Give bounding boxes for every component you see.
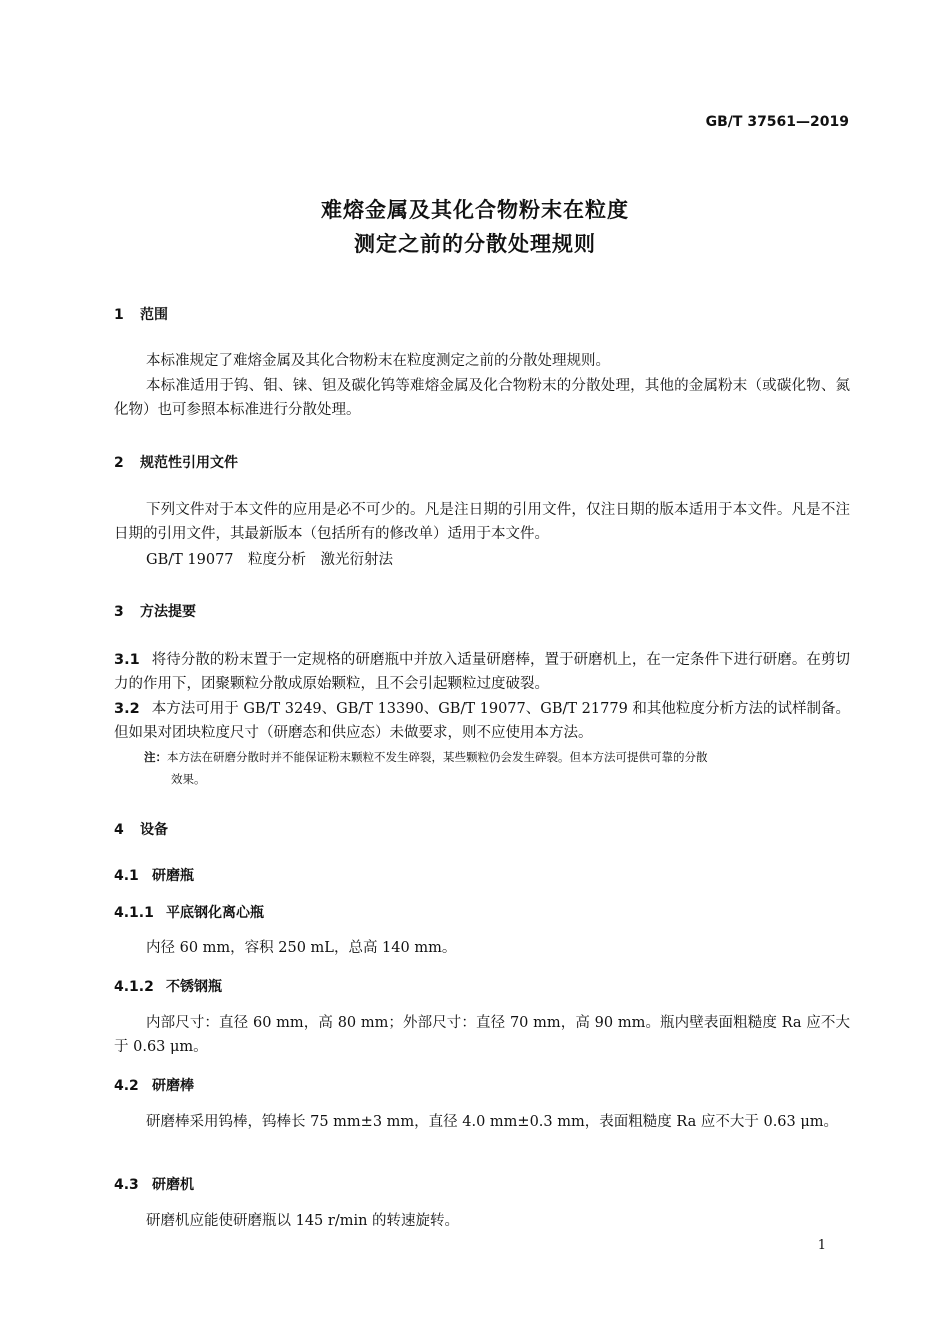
section-title: 范围 [140,307,168,323]
subsection-4-1-heading [114,865,194,885]
subsection-number: 4.2 [114,1078,139,1094]
note [144,746,850,790]
note-label: 注： [144,750,167,764]
section-title: 规范性引用文件 [140,455,238,471]
document-title-line-2: 测定之前的分散处理规则 [354,232,596,256]
subsection-number: 4.3 [114,1177,139,1193]
subsection-title: 研磨棒 [152,1078,194,1094]
clause-text: 将待分散的粉末置于一定规格的研磨瓶中并放入适量研磨棒，置于研磨机上，在一定条件下进行研磨。在剪切力的作用下，团聚颗粒分散成原始颗粒，且不会引起颗粒过度破裂。 [114,652,850,692]
standard-number: GB/T 37561—2019 [705,114,849,130]
clause-number: 3.2 [114,701,140,717]
subsection-4-2-heading [114,1075,194,1095]
clause-3-1 [114,648,850,696]
subsection-4-3-heading [114,1174,194,1194]
section-1-paragraph-2: 本标准适用于钨、钼、铼、钽及碳化钨等难熔金属及化合物粉末的分散处理，其他的金属粉末（或碳化物、氮化物）也可参照本标准进行分散处理。 [114,378,850,418]
subsection-number: 4.1 [114,868,139,884]
subsection-title: 研磨机 [152,1177,194,1193]
page-number: 1 [817,1238,826,1253]
subsection-number: 4.1.2 [114,979,154,995]
subsection-4-1-2-text: 内部尺寸：直径 60 mm，高 80 mm；外部尺寸：直径 70 mm，高 90 mm。瓶内壁表面粗糙度 Ra 应不大于 0.63 μm。 [114,1015,850,1055]
section-number: 2 [114,455,124,471]
section-2-heading [114,452,238,472]
section-title: 方法提要 [140,604,196,620]
section-2-paragraph-1: 下列文件对于本文件的应用是必不可少的。凡是注日期的引用文件，仅注日期的版本适用于本文件。凡是不注日期的引用文件，其最新版本（包括所有的修改单）适用于本文件。 [114,502,850,542]
note-text-line-2: 效果。 [171,772,206,786]
section-3-heading [114,601,196,621]
subsection-4-1-1-heading [114,902,264,922]
subsection-4-1-2-heading [114,976,222,996]
clause-number: 3.1 [114,652,140,668]
subsection-4-1-1-text: 内径 60 mm，容积 250 mL，总高 140 mm。 [146,940,457,956]
clause-3-2 [114,697,850,745]
section-number: 4 [114,822,124,838]
note-text-line-1: 本方法在研磨分散时并不能保证粉末颗粒不发生碎裂，某些颗粒仍会发生碎裂。但本方法可提供可靠的分散 [167,750,708,764]
section-4-heading [114,819,168,839]
section-number: 1 [114,307,124,323]
subsection-4-2-text: 研磨棒采用钨棒，钨棒长 75 mm±3 mm，直径 4.0 mm±0.3 mm，表面粗糙度 Ra 应不大于 0.63 μm。 [146,1114,839,1130]
subsection-4-3-text: 研磨机应能使研磨瓶以 145 r/min 的转速旋转。 [146,1213,460,1229]
document-title-line-1: 难熔金属及其化合物粉末在粒度 [321,198,629,222]
subsection-title: 平底钢化离心瓶 [166,905,264,921]
section-number: 3 [114,604,124,620]
subsection-title: 不锈钢瓶 [166,979,222,995]
section-1-heading [114,304,168,324]
subsection-title: 研磨瓶 [152,868,194,884]
section-title: 设备 [140,822,168,838]
subsection-number: 4.1.1 [114,905,154,921]
section-2-reference: GB/T 19077 粒度分析 激光衍射法 [146,552,394,568]
section-1-paragraph-1: 本标准规定了难熔金属及其化合物粉末在粒度测定之前的分散处理规则。 [146,353,610,369]
clause-text: 本方法可用于 GB/T 3249、GB/T 13390、GB/T 19077、GB/T 21779 和其他粒度分析方法的试样制备。但如果对团块粒度尺寸（研磨态和供应态）未做要求，则不应使用本方法。 [114,701,850,741]
